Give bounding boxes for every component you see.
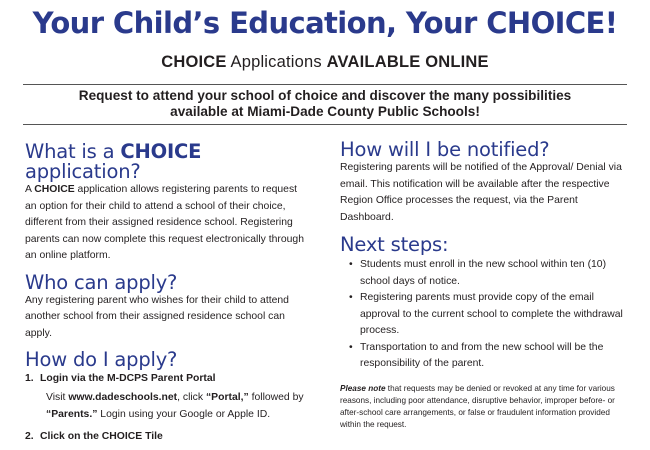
who-body: Any registering parent who wishes for their child to attend another school from their assigned residence school can apply. [25, 294, 289, 339]
list-item: • Students must enroll in the new school within ten (10) school days of notice. [352, 257, 630, 290]
divider-bottom [23, 124, 627, 125]
subtitle-available-online: AVAILABLE ONLINE [326, 53, 489, 71]
please-note: Please note that requests may be denied or revoked at any time for various reasons, including poor attendance, disruptive behavior, improper before- or after-school care arrangements, or false or fraudulent information provided within the request. [340, 383, 615, 430]
what-body: A CHOICE application allows registering parents to request an option for their child to attend a school of their choice, different from their assigned residence school. Registering parents can now complete this request electronically through an online platform. [25, 184, 304, 261]
subtitle-choice: CHOICE [161, 53, 227, 71]
step-1-body: Visit www.dadeschools.net, click “Portal,” followed by “Parents.” Login using your Google or Apple ID. [46, 392, 304, 420]
step-2-title: 2. Click on the CHOICE Tile [25, 431, 163, 442]
divider-top [23, 84, 627, 85]
banner [23, 88, 627, 120]
how-heading: How do I apply? [25, 348, 178, 371]
left-column [25, 140, 310, 445]
who-heading: Who can apply? [25, 270, 178, 294]
right-column [340, 140, 630, 431]
next-steps-list [340, 257, 630, 373]
page-title: Your Child’s Education, Your CHOICE! [32, 6, 618, 40]
banner-line-1: Request to attend your school of choice and discover the many possibilities [78, 88, 572, 103]
list-item: • Transportation to and from the new school will be the responsibility of the parent. [352, 340, 630, 373]
dadeschools-link[interactable]: www.dadeschools.net [68, 392, 178, 403]
what-heading: What is a CHOICE application? [25, 140, 202, 183]
list-item: • Registering parents must provide copy of the email approval to the current school to complete the withdrawal process. [352, 290, 630, 340]
banner-line-2: available at Miami-Dade County Public Schools! [170, 104, 480, 119]
subtitle-applications: Applications [230, 53, 322, 71]
subtitle [0, 53, 650, 72]
step-1-title: 1. Login via the M-DCPS Parent Portal [25, 373, 216, 384]
notified-heading: How will I be notified? [340, 138, 550, 161]
notified-body: Registering parents will be notified of the Approval/ Denial via email. This notification will be available after the respective Region Office processes the request, via the Parent Dashboard. [340, 162, 622, 223]
next-steps-heading: Next steps: [340, 233, 449, 256]
